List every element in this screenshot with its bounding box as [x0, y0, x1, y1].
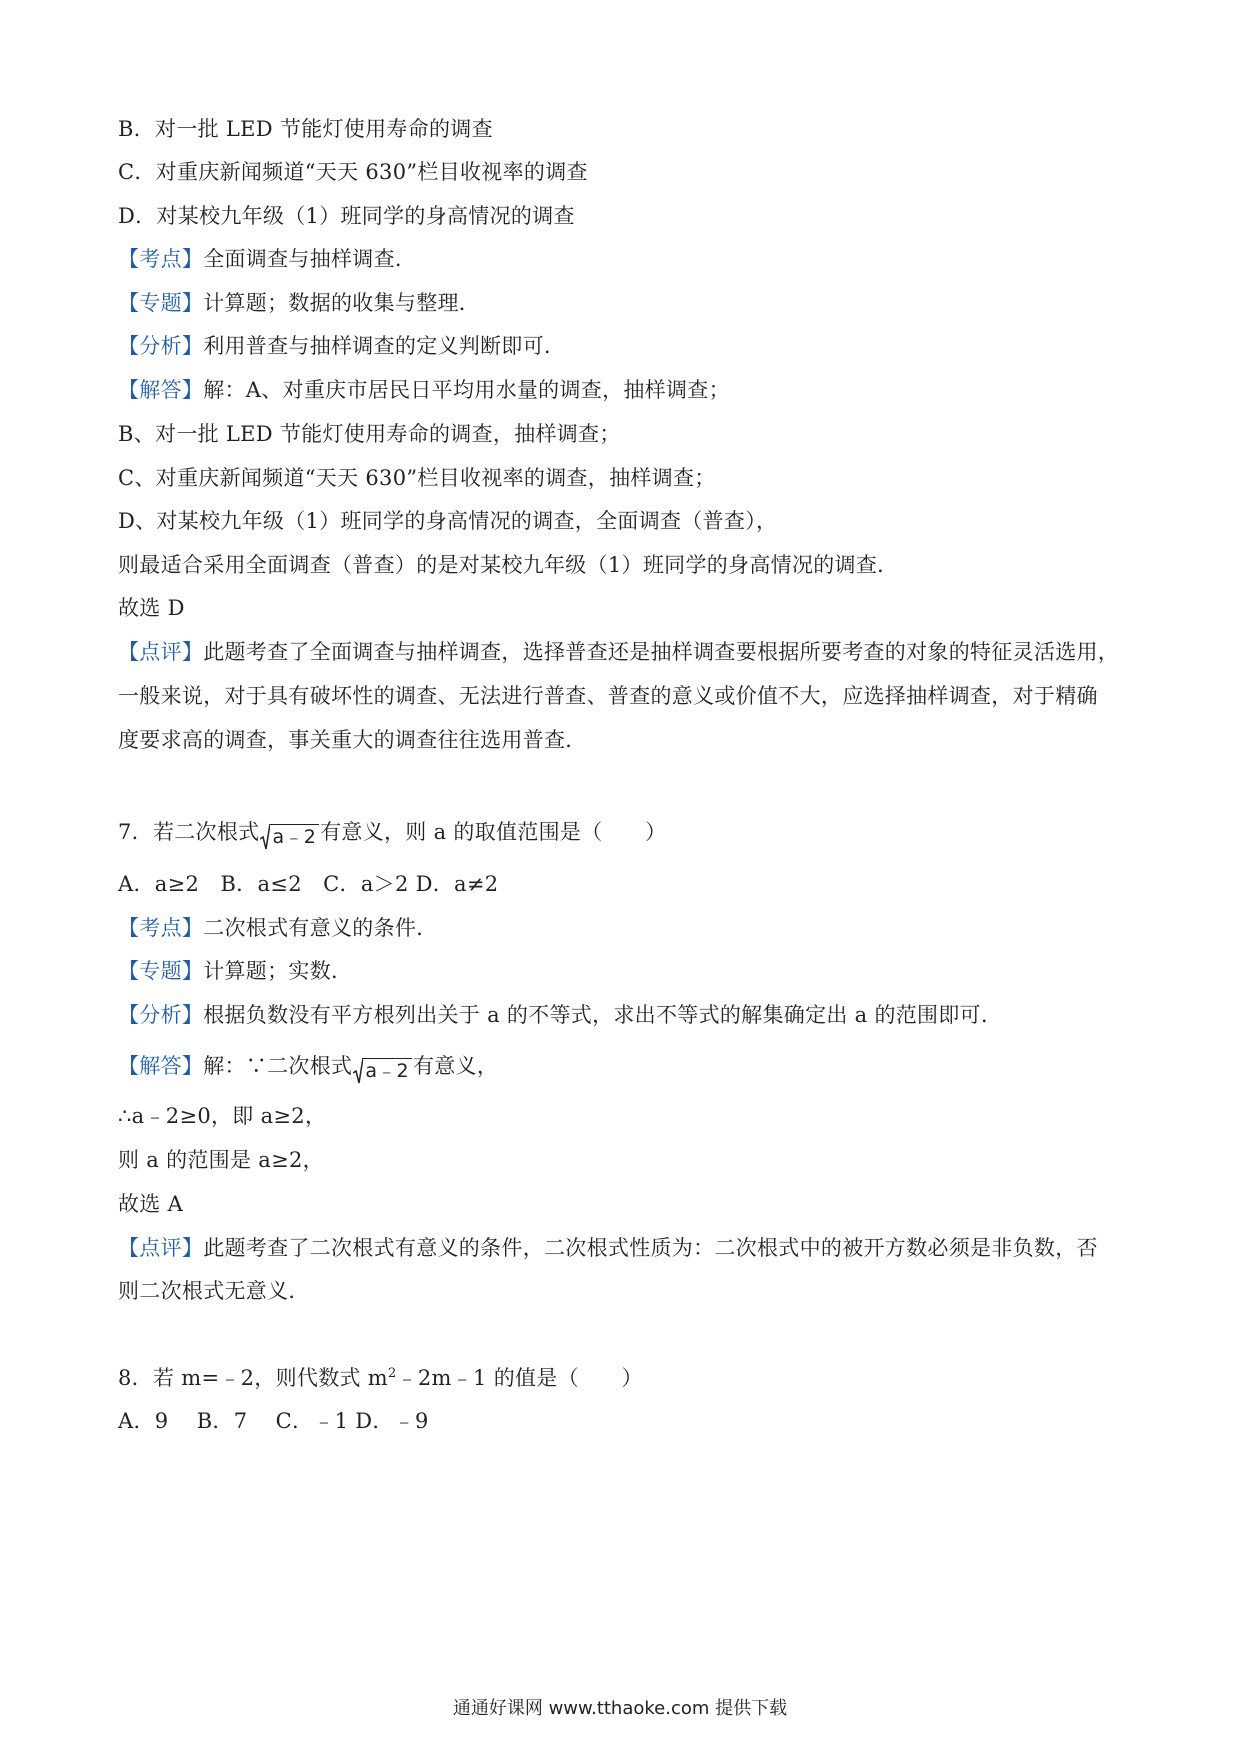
sqrt-expression — [353, 1056, 412, 1084]
q6-answer: 故选 D — [118, 596, 185, 620]
page-footer: 通通好课网 www.tthaoke.com 提供下载 — [452, 1698, 788, 1719]
q7-stem-before: 7．若二次根式 — [118, 820, 260, 844]
q6-dianping — [118, 638, 1119, 666]
q6-jieda-line-2: B、对一批 LED 节能灯使用寿命的调查，抽样调查； — [118, 422, 621, 446]
q7-options: A．a≥2 B．a≤2 C．a＞2 D．a≠2 — [118, 872, 499, 896]
jieda-text-after: 有意义， — [412, 1054, 499, 1078]
q6-dianping-line-2: 一般来说，对于具有破坏性的调查、无法进行普查、普查的意义或价值不大，应选择抽样调查，对于精确 — [118, 684, 1098, 708]
zhuanti-tag: 【专题】 — [118, 291, 204, 315]
dianping-tag: 【点评】 — [118, 640, 204, 664]
q7-stem — [118, 818, 666, 850]
dianping-tag: 【点评】 — [118, 1236, 204, 1260]
q8-stem — [118, 1364, 643, 1392]
q6-jieda — [118, 376, 730, 404]
q7-zhuanti — [118, 957, 352, 985]
dianping-text: 此题考查了二次根式有意义的条件，二次根式性质为：二次根式中的被开方数必须是非负数，否 — [203, 1236, 1098, 1260]
radicand: a﹣2 — [270, 824, 319, 849]
fenxi-tag: 【分析】 — [118, 334, 204, 358]
zhuanti-text: 计算题；数据的收集与整理． — [203, 291, 481, 315]
q6-kaodian — [118, 245, 416, 273]
q6-option-c: C．对重庆新闻频道“天天 630”栏目收视率的调查 — [118, 160, 588, 184]
q8-options: A．9 B．7 C．﹣1 D．﹣9 — [118, 1409, 429, 1433]
q7-step-2: 则 a 的范围是 a≥2， — [118, 1148, 324, 1172]
kaodian-text: 二次根式有意义的条件． — [203, 916, 438, 940]
q6-fenxi — [118, 332, 565, 360]
dianping-text: 此题考查了全面调查与抽样调查，选择普查还是抽样调查要根据所要考查的对象的特征灵活选用， — [203, 640, 1120, 664]
q7-dianping — [118, 1234, 1098, 1262]
q6-zhuanti — [118, 289, 480, 317]
q7-jieda — [118, 1052, 498, 1084]
q7-dianping-line-2: 则二次根式无意义． — [118, 1279, 310, 1303]
fenxi-tag: 【分析】 — [118, 1003, 204, 1027]
kaodian-text: 全面调查与抽样调查． — [203, 247, 417, 271]
jieda-tag: 【解答】 — [118, 1054, 204, 1078]
fenxi-text: 利用普查与抽样调查的定义判断即可． — [203, 334, 566, 358]
radical-sign-icon — [260, 824, 270, 850]
kaodian-tag: 【考点】 — [118, 916, 204, 940]
q7-answer: 故选 A — [118, 1192, 184, 1216]
jieda-text-before: 解：∵二次根式 — [203, 1054, 353, 1078]
radicand: a﹣2 — [363, 1058, 412, 1083]
sqrt-expression — [260, 822, 319, 850]
q6-jieda-line-3: C、对重庆新闻频道“天天 630”栏目收视率的调查，抽样调查； — [118, 466, 716, 490]
zhuanti-tag: 【专题】 — [118, 959, 204, 983]
kaodian-tag: 【考点】 — [118, 247, 204, 271]
q6-dianping-line-3: 度要求高的调查，事关重大的调查往往选用普查． — [118, 728, 587, 752]
jieda-text: 解：A、对重庆市居民日平均用水量的调查，抽样调查； — [203, 378, 730, 402]
fenxi-text: 根据负数没有平方根列出关于 a 的不等式，求出不等式的解集确定出 a 的范围即可． — [203, 1003, 1003, 1027]
q6-jieda-line-5: 则最适合采用全面调查（普查）的是对某校九年级（1）班同学的身高情况的调查． — [118, 553, 899, 577]
zhuanti-text: 计算题；实数． — [203, 959, 353, 983]
q8-stem-before: 8．若 m=﹣2，则代数式 m — [118, 1366, 388, 1390]
exponent: 2 — [388, 1366, 397, 1381]
q8-stem-after: ﹣2m﹣1 的值是（ ） — [396, 1366, 643, 1390]
q7-fenxi — [118, 1001, 1002, 1029]
q7-step-1: ∴a﹣2≥0，即 a≥2， — [118, 1104, 327, 1128]
q7-kaodian — [118, 914, 438, 942]
q6-option-b: B．对一批 LED 节能灯使用寿命的调查 — [118, 117, 493, 141]
jieda-tag: 【解答】 — [118, 378, 204, 402]
q7-stem-after: 有意义，则 a 的取值范围是（ ） — [320, 820, 667, 844]
q6-jieda-line-4: D、对某校九年级（1）班同学的身高情况的调查，全面调查（普查）， — [118, 509, 778, 533]
q6-option-d: D．对某校九年级（1）班同学的身高情况的调查 — [118, 204, 575, 228]
radical-sign-icon — [353, 1058, 363, 1084]
